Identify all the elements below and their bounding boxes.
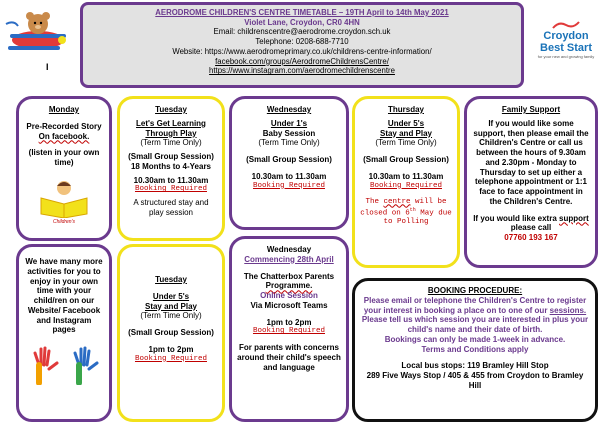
monday-note: (listen in your own time) (28, 148, 100, 167)
family-support-body: If you would like some support, then please email the Children's Centre or call us between the hours of 9.30am and 2.30pm - Monday to Thursday to set up either a telephone appointment or 1:1 face to face appointment in the Children's Centre. (473, 118, 589, 206)
contact-email[interactable]: Email: childrenscentre@aerodrome.croydon.sch.uk (213, 27, 391, 37)
wednesday-day: Wednesday (266, 105, 312, 114)
story-book-illustration (37, 178, 91, 218)
teddy-plane-illustration (4, 4, 70, 58)
booking-heading: BOOKING PROCEDURE: (427, 286, 523, 295)
logo-line-2: Best Start (540, 41, 592, 54)
tuesday-pm-time: 1pm to 2pm (148, 344, 194, 354)
bus-stops-line-1: Local bus stops: 119 Bramley Hill Stop (401, 361, 549, 371)
wednesday-pm-description: For parents with concerns around their child's speech and language (237, 343, 341, 372)
contact-telephone: Telephone: 0208-688-7710 (255, 37, 349, 47)
wednesday-pm-time: 1pm to 2pm (266, 317, 312, 327)
booking-procedure-card (352, 278, 598, 422)
tuesday-group-session: (Small Group Session) 18 Months to 4-Years (128, 152, 214, 171)
wednesday-pm-commencing: Commencing 28th April (244, 254, 334, 264)
wednesday-title-1: Under 1's (270, 118, 308, 128)
monday-facebook-link[interactable]: On facebook. (38, 131, 90, 141)
corner-mark: I (46, 62, 49, 72)
booking-terms: Terms and Conditions apply (421, 344, 529, 354)
booking-advance-note: Bookings can only be made 1-week in advance. (384, 334, 566, 344)
tuesday-pm-day: Tuesday (155, 275, 187, 284)
support-phone-number[interactable]: 07760 193 167 (504, 233, 558, 242)
tuesday-afternoon-card (117, 244, 225, 422)
logo-swirl-icon (551, 20, 581, 30)
wednesday-booking-required: Booking Required (252, 181, 325, 190)
tuesday-morning-card (117, 96, 225, 241)
thursday-title-2: Stay and Play (379, 128, 433, 138)
wednesday-pm-title-1: The Chatterbox Parents (243, 271, 335, 281)
centre-address: Violet Lane, Croydon, CR0 4HN (244, 17, 360, 27)
bus-stops-line-2: 289 Five Ways Stop / 405 & 455 from Croydon to Bramley Hill (366, 371, 584, 390)
thursday-card (352, 96, 460, 268)
family-support-card (464, 96, 598, 268)
croydon-best-start-logo (531, 20, 601, 59)
wednesday-morning-card (229, 96, 349, 230)
tuesday-pm-title-1: Under 5's (152, 291, 190, 301)
tuesday-session-title: Let's Get Learning Through Play (136, 118, 206, 138)
wednesday-group-session: (Small Group Session) (246, 155, 332, 164)
tuesday-pm-group-session: (Small Group Session) (128, 328, 214, 337)
thursday-time: 10.30am to 11.30am (368, 171, 444, 181)
wednesday-pm-via: Via Microsoft Teams (250, 300, 328, 310)
wednesday-pm-booking-required: Booking Required (252, 327, 325, 336)
monday-title: Pre-Recorded Story (26, 121, 102, 131)
wednesday-pm-online: Online Session (260, 291, 318, 300)
booking-paragraph-1: Please email or telephone the Children's Centre to register your interest in booking a place on to one of our sessions. Please tell us which session you are interested in plus your child's name and their date of birth. (361, 295, 589, 334)
thursday-group-session: (Small Group Session) (363, 155, 449, 164)
thursday-closure-notice: The centre will be closed on 6th May due to Polling (360, 197, 452, 227)
facebook-link[interactable]: facebook.com/groups/AerodromeChildrensCentre/ (215, 56, 389, 66)
thursday-title-1: Under 5's (387, 118, 425, 128)
tuesday-pm-booking-required: Booking Required (134, 354, 207, 363)
timetable-header (80, 2, 524, 88)
tuesday-pm-title-2: Stay and Play (144, 301, 198, 311)
wednesday-pm-day: Wednesday (266, 245, 312, 254)
tuesday-pm-term: (Term Time Only) (140, 311, 202, 321)
timetable-title: AERODROME CHILDREN'S CENTRE TIMETABLE – 19TH April to 14th May 2021 (155, 8, 449, 17)
thursday-day: Thursday (387, 105, 424, 114)
family-support-heading: Family Support (501, 105, 561, 114)
wednesday-title-2: Baby Session (262, 128, 316, 138)
monday-day: Monday (48, 105, 80, 114)
tuesday-booking-required: Booking Required (134, 185, 207, 194)
thursday-booking-required: Booking Required (369, 181, 442, 190)
monday-card (16, 96, 112, 241)
tuesday-term: (Term Time Only) (140, 138, 202, 148)
activities-card (16, 244, 112, 422)
thursday-term: (Term Time Only) (375, 138, 437, 148)
wednesday-afternoon-card (229, 236, 349, 422)
painted-hands-illustration (29, 343, 99, 385)
logo-tagline: for your new and growing family (537, 54, 595, 60)
instagram-link[interactable]: https://www.instagram.com/aerodromechildrenscentre (209, 66, 395, 76)
wednesday-term: (Term Time Only) (258, 138, 320, 148)
extra-support-text: If you would like extra support please call (473, 213, 589, 233)
activities-text: We have many more activities for you to enjoy in your own time with your child/ren on our Website/ Facebook and Instagram pages (25, 257, 103, 335)
tuesday-day: Tuesday (155, 105, 187, 114)
book-caption: Children's (52, 218, 76, 225)
tuesday-description: A structured stay and play session (133, 198, 209, 218)
wednesday-time: 10.30am to 11.30am (251, 171, 327, 181)
wednesday-pm-title-2: Programme. (265, 281, 313, 291)
tuesday-time: 10.30am to 11.30am (133, 175, 209, 185)
logo-line-1: Croydon (543, 30, 589, 42)
website-link[interactable]: Website: https://www.aerodromeprimary.co.uk/childrens-centre-information/ (172, 46, 432, 56)
